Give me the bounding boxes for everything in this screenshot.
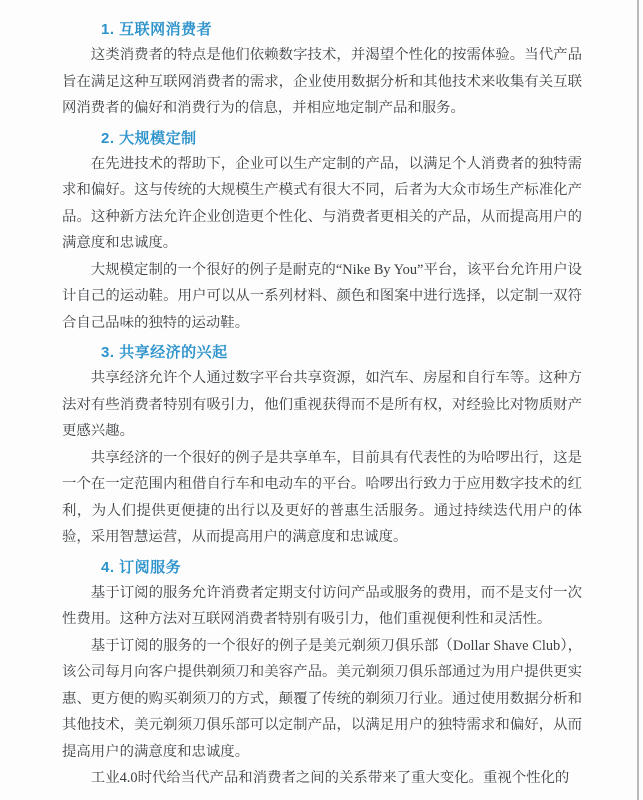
section-3-paragraph-1: 共享经济允许个人通过数字平台共享资源，如汽车、房屋和自行车等。这种方法对有些消费者特别有吸引力，他们重视获得而不是所有权，对经验比对物质财产更感兴趣。 <box>62 370 582 439</box>
section-4-paragraph-1: 基于订阅的服务允许消费者定期支付访问产品或服务的费用，而不是支付一次性费用。这种方法对互联网消费者特别有吸引力，他们重视便利性和灵活性。 <box>62 584 582 627</box>
section-4-paragraph-2: 基于订阅的服务的一个很好的例子是美元剃须刀俱乐部（Dollar Shave Club），该公司每月向客户提供剃须刀和美容产品。美元剃须刀俱乐部通过为用户提供更实惠、更方便的购买剃须刀的方式，颠覆了传统的剃须刀行业。通过使用数据分析和其他技术，美元剃须刀俱乐部可以定制产品，以满足用户的独特需求和偏好，从而提高用户的满意度和忠诚度。 <box>62 637 582 760</box>
section-4-heading: 4. 订阅服务 <box>101 558 182 576</box>
section-2-paragraph-1: 在先进技术的帮助下，企业可以生产定制的产品，以满足个人消费者的独特需求和偏好。这与传统的大规模生产模式有很大不同，后者为大众市场生产标准化产品。这种新方法允许企业创造更个性化、与消费者更相关的产品，从而提高用户的满意度和忠诚度。 <box>62 155 582 251</box>
section-3-heading: 3. 共享经济的兴起 <box>101 344 228 361</box>
section-3-paragraph-2: 共享经济的一个很好的例子是共享单车，目前具有代表性的为哈啰出行，这是一个在一定范围内租借自行车和电动车的平台。哈啰出行致力于应用数字技术的红利，为人们提供更便捷的出行以及更好的普惠生活服务。通过持续迭代用户的体验，采用智慧运营，从而提高用户的满意度和忠诚度。 <box>62 449 582 545</box>
section-1-heading: 1. 互联网消费者 <box>101 21 213 38</box>
section-4-paragraph-3: 工业4.0时代给当代产品和消费者之间的关系带来了重大变化。重视个性化的 <box>90 770 570 786</box>
section-2-paragraph-2: 大规模定制的一个很好的例子是耐克的“Nike By You”平台，该平台允许用户设计自己的运动鞋。用户可以从一系列材料、颜色和图案中进行选择，以定制一双符合自己品味的独特的运动鞋。 <box>62 261 582 331</box>
section-1-paragraph-1: 这类消费者的特点是他们依赖数字技术，并渴望个性化的按需体验。当代产品旨在满足这种互联网消费者的需求，企业使用数据分析和其他技术来收集有关互联网消费者的偏好和消费行为的信息，并相应地定制产品和服务。 <box>62 47 582 116</box>
page-content <box>62 0 582 792</box>
section-2-heading: 2. 大规模定制 <box>101 129 197 147</box>
page-edge-line <box>637 0 639 800</box>
